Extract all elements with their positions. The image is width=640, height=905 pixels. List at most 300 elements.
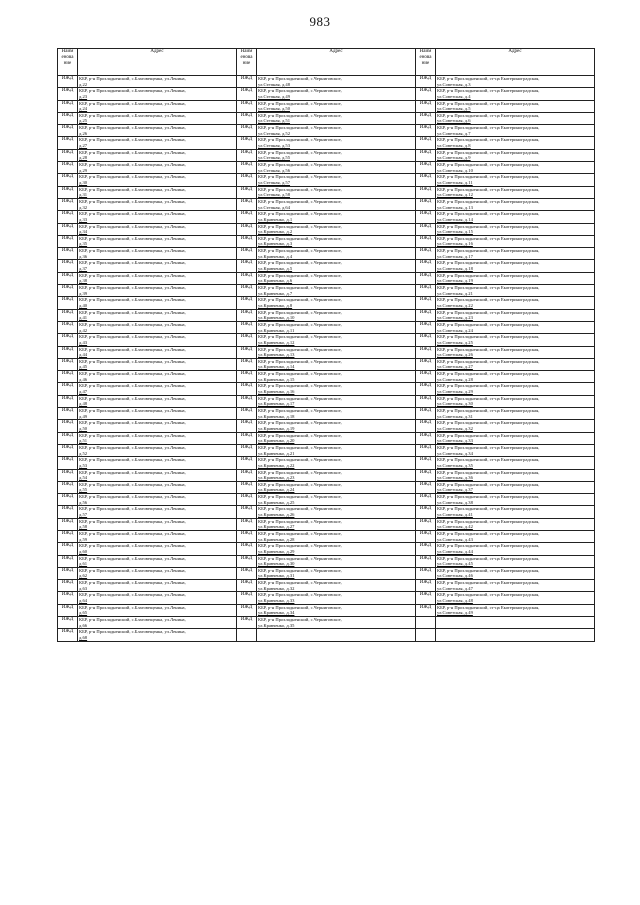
kind-cell-left: ИЖД bbox=[58, 567, 78, 579]
address-line2: д.38 bbox=[79, 278, 88, 284]
address-cell-right bbox=[436, 186, 595, 198]
kind-cell-middle: ИЖД bbox=[237, 137, 257, 149]
kind-cell-left: ИЖД bbox=[58, 481, 78, 493]
address-cell-middle bbox=[257, 543, 416, 555]
address-cell-middle bbox=[257, 506, 416, 518]
address-line1: КБР, р-н Прохладненский, с.Благовещенка, ул.Ленина, bbox=[79, 530, 186, 536]
address-line2: ул.Степная, д.51 bbox=[258, 118, 291, 124]
address-line1: КБР, р-н Прохладненский, с.Благовещенка, ул.Ленина, bbox=[79, 112, 186, 118]
address-line2: д.30 bbox=[79, 179, 88, 185]
kind-cell-middle: ИЖД bbox=[237, 346, 257, 358]
address-line1: КБР, р-н Прохладненский, ст-ца Екатериноградская, bbox=[437, 408, 540, 414]
address-line2: ул.Степная, д.55 bbox=[258, 155, 291, 161]
address-line2: ул.Советская, д.46 bbox=[437, 573, 473, 579]
address-line1: КБР, р-н Прохладненский, с.Благовещенка, ул.Ленина, bbox=[79, 285, 186, 291]
table-row bbox=[58, 198, 595, 210]
kind-cell-right bbox=[416, 629, 436, 641]
address-line1: КБР, р-н Прохладненский, с.Благовещенка, ул.Ленина, bbox=[79, 223, 186, 229]
address-line1: КБР, р-н Прохладненский, с.Благовещенка, ул.Ленина, bbox=[79, 297, 186, 303]
address-line2: ул.Кравченко, д.11 bbox=[258, 327, 295, 333]
address-line1: КБР, р-н Прохладненский, ст-ца Екатериноградская, bbox=[437, 334, 540, 340]
address-cell-middle bbox=[257, 88, 416, 100]
address-line2: д.31 bbox=[79, 192, 88, 198]
kind-cell-left: ИЖД bbox=[58, 358, 78, 370]
kind-cell-middle: ИЖД bbox=[237, 211, 257, 223]
address-line1: КБР, р-н Прохладненский, ст-ца Екатериноградская, bbox=[437, 137, 540, 143]
address-line1: КБР, р-н Прохладненский, ст-ца Екатериноградская, bbox=[437, 518, 540, 524]
address-line2: ул.Кравченко, д.34 bbox=[258, 610, 295, 616]
kind-cell-left: ИЖД bbox=[58, 580, 78, 592]
kind-cell-right: ИЖД bbox=[416, 457, 436, 469]
table-row bbox=[58, 383, 595, 395]
address-cell-left bbox=[78, 211, 237, 223]
address-line1: КБР, р-н Прохладненский, ст-ца Екатериноградская, bbox=[437, 285, 540, 291]
kind-cell-middle: ИЖД bbox=[237, 580, 257, 592]
address-line2: ул.Советская, д.18 bbox=[437, 266, 473, 272]
address-line2: ул.Советская, д.41 bbox=[437, 511, 473, 517]
address-cell-middle bbox=[257, 580, 416, 592]
header-kind-middle: Наим енова ние bbox=[237, 49, 257, 76]
address-line1: КБР, р-н Прохладненский, ст-ца Екатериноградская, bbox=[437, 444, 540, 450]
kind-cell-middle: ИЖД bbox=[237, 125, 257, 137]
address-cell-right bbox=[436, 629, 595, 641]
kind-cell-middle: ИЖД bbox=[237, 285, 257, 297]
address-line1: КБР, р-н Прохладненский, с.Благовещенка, ул.Ленина, bbox=[79, 162, 186, 168]
address-line2: ул.Кравченко, д.5 bbox=[258, 266, 293, 272]
kind-cell-left: ИЖД bbox=[58, 248, 78, 260]
table-row bbox=[58, 321, 595, 333]
address-line2: д.56 bbox=[79, 499, 88, 505]
kind-cell-middle: ИЖД bbox=[237, 457, 257, 469]
address-line2: д.61 bbox=[79, 561, 88, 567]
table-row bbox=[58, 604, 595, 616]
address-line1: КБР, р-н Прохладненский, с.Черниговское, bbox=[258, 567, 342, 573]
address-line2: ул.Советская, д.15 bbox=[437, 229, 473, 235]
address-cell-right bbox=[436, 248, 595, 260]
address-line2: д.35 bbox=[79, 241, 88, 247]
address-line2: ул.Советская, д.43 bbox=[437, 536, 473, 542]
kind-cell-middle: ИЖД bbox=[237, 100, 257, 112]
address-line1: КБР, р-н Прохладненский, с.Благовещенка, ул.Ленина, bbox=[79, 358, 186, 364]
address-cell-left bbox=[78, 346, 237, 358]
address-line1: КБР, р-н Прохладненский, с.Черниговское, bbox=[258, 555, 342, 561]
address-line1: КБР, р-н Прохладненский, ст-ца Екатериноградская, bbox=[437, 211, 540, 217]
address-line2: д.40 bbox=[79, 302, 88, 308]
kind-cell-middle: ИЖД bbox=[237, 88, 257, 100]
address-cell-right bbox=[436, 112, 595, 124]
address-line1: КБР, р-н Прохладненский, ст-ца Екатериноградская, bbox=[437, 420, 540, 426]
kind-cell-left: ИЖД bbox=[58, 334, 78, 346]
address-line2: ул.Кравченко, д.30 bbox=[258, 561, 295, 567]
address-cell-left bbox=[78, 420, 237, 432]
address-line1: КБР, р-н Прохладненский, с.Благовещенка, ул.Ленина, bbox=[79, 481, 186, 487]
address-line1: КБР, р-н Прохладненский, ст-ца Екатериноградская, bbox=[437, 186, 540, 192]
address-cell-left bbox=[78, 444, 237, 456]
address-line1: КБР, р-н Прохладненский, с.Благовещенка, ул.Ленина, bbox=[79, 371, 186, 377]
table-row bbox=[58, 186, 595, 198]
address-line2: ул.Кравченко, д.23 bbox=[258, 475, 295, 481]
address-line2: д.29 bbox=[79, 167, 88, 173]
address-line2: д.27 bbox=[79, 143, 88, 149]
kind-cell-right: ИЖД bbox=[416, 383, 436, 395]
table-row bbox=[58, 371, 595, 383]
address-cell-right bbox=[436, 432, 595, 444]
kind-cell-right: ИЖД bbox=[416, 530, 436, 542]
address-line1: КБР, р-н Прохладненский, с.Благовещенка, ул.Ленина, bbox=[79, 457, 186, 463]
address-cell-left bbox=[78, 543, 237, 555]
address-line1: КБР, р-н Прохладненский, с.Черниговское, bbox=[258, 518, 342, 524]
address-line2: ул.Советская, д.6 bbox=[437, 118, 471, 124]
address-line1: КБР, р-н Прохладненский, с.Черниговское, bbox=[258, 235, 342, 241]
address-line1: КБР, р-н Прохладненский, с.Благовещенка, ул.Ленина, bbox=[79, 137, 186, 143]
table-row bbox=[58, 223, 595, 235]
kind-cell-middle: ИЖД bbox=[237, 321, 257, 333]
kind-cell-middle: ИЖД bbox=[237, 481, 257, 493]
address-line2: ул.Кравченко, д.22 bbox=[258, 462, 295, 468]
kind-cell-middle: ИЖД bbox=[237, 162, 257, 174]
table-row bbox=[58, 617, 595, 629]
address-line2: ул.Советская, д.27 bbox=[437, 364, 473, 370]
address-cell-middle bbox=[257, 432, 416, 444]
address-cell-left bbox=[78, 629, 237, 641]
kind-cell-left: ИЖД bbox=[58, 371, 78, 383]
address-line1: КБР, р-н Прохладненский, с.Черниговское, bbox=[258, 481, 342, 487]
address-line2: ул.Советская, д.25 bbox=[437, 339, 473, 345]
address-cell-right bbox=[436, 617, 595, 629]
address-line2: ул.Советская, д.11 bbox=[437, 179, 473, 185]
address-line2: ул.Степная, д.52 bbox=[258, 130, 291, 136]
kind-cell-left: ИЖД bbox=[58, 395, 78, 407]
address-cell-middle bbox=[257, 260, 416, 272]
address-line1: КБР, р-н Прохладненский, с.Благовещенка, ул.Ленина, bbox=[79, 567, 186, 573]
address-line1: КБР, р-н Прохладненский, с.Черниговское, bbox=[258, 149, 342, 155]
address-line1: КБР, р-н Прохладненский, с.Черниговское, bbox=[258, 223, 342, 229]
kind-cell-middle: ИЖД bbox=[237, 383, 257, 395]
address-cell-left bbox=[78, 309, 237, 321]
kind-cell-left: ИЖД bbox=[58, 457, 78, 469]
table-row bbox=[58, 285, 595, 297]
address-line2: д.46 bbox=[79, 376, 88, 382]
address-line1: КБР, р-н Прохладненский, с.Черниговское, bbox=[258, 137, 342, 143]
address-line2: д.50 bbox=[79, 425, 88, 431]
address-line2: д.68 bbox=[79, 634, 88, 640]
kind-cell-left: ИЖД bbox=[58, 408, 78, 420]
address-cell-left bbox=[78, 408, 237, 420]
kind-cell-middle: ИЖД bbox=[237, 223, 257, 235]
address-line1: КБР, р-н Прохладненский, с.Благовещенка, ул.Ленина, bbox=[79, 346, 186, 352]
address-line2: ул.Советская, д.49 bbox=[437, 610, 473, 616]
address-line2: ул.Советская, д.10 bbox=[437, 167, 473, 173]
address-line2: д.33 bbox=[79, 216, 88, 222]
table-row bbox=[58, 260, 595, 272]
kind-cell-middle: ИЖД bbox=[237, 408, 257, 420]
address-line2: ул.Кравченко, д.28 bbox=[258, 536, 295, 542]
address-line2: ул.Кравченко, д.1 bbox=[258, 216, 293, 222]
kind-cell-right: ИЖД bbox=[416, 100, 436, 112]
address-line1: КБР, р-н Прохладненский, ст-ца Екатериноградская, bbox=[437, 174, 540, 180]
address-line2: ул.Советская, д.12 bbox=[437, 192, 473, 198]
address-line2: ул.Кравченко, д.24 bbox=[258, 487, 295, 493]
address-cell-middle bbox=[257, 309, 416, 321]
address-line1: КБР, р-н Прохладненский, ст-ца Екатериноградская, bbox=[437, 530, 540, 536]
address-line2: ул.Советская, д.5 bbox=[437, 106, 471, 112]
address-line1: КБР, р-н Прохладненский, ст-ца Екатериноградская, bbox=[437, 125, 540, 131]
kind-cell-right: ИЖД bbox=[416, 297, 436, 309]
address-line1: КБР, р-н Прохладненский, ст-ца Екатериноградская, bbox=[437, 592, 540, 598]
address-line1: КБР, р-н Прохладненский, с.Черниговское, bbox=[258, 297, 342, 303]
table-row bbox=[58, 580, 595, 592]
address-line1: КБР, р-н Прохладненский, с.Благовещенка, ул.Ленина, bbox=[79, 88, 186, 94]
address-line1: КБР, р-н Прохладненский, ст-ца Екатериноградская, bbox=[437, 371, 540, 377]
address-cell-left bbox=[78, 383, 237, 395]
address-cell-right bbox=[436, 334, 595, 346]
address-cell-right bbox=[436, 260, 595, 272]
address-line2: ул.Советская, д.3 bbox=[437, 81, 471, 87]
address-line2: д.64 bbox=[79, 598, 88, 604]
kind-cell-left: ИЖД bbox=[58, 383, 78, 395]
address-line1: КБР, р-н Прохладненский, ст-ца Екатериноградская, bbox=[437, 88, 540, 94]
address-line1: КБР, р-н Прохладненский, с.Черниговское, bbox=[258, 198, 342, 204]
kind-cell-left: ИЖД bbox=[58, 235, 78, 247]
kind-cell-right: ИЖД bbox=[416, 358, 436, 370]
address-line1: КБР, р-н Прохладненский, с.Черниговское, bbox=[258, 309, 342, 315]
kind-cell-left: ИЖД bbox=[58, 88, 78, 100]
kind-cell-right: ИЖД bbox=[416, 125, 436, 137]
kind-cell-middle: ИЖД bbox=[237, 198, 257, 210]
address-line1: КБР, р-н Прохладненский, с.Черниговское, bbox=[258, 592, 342, 598]
kind-cell-right: ИЖД bbox=[416, 285, 436, 297]
address-line1: КБР, р-н Прохладненский, с.Черниговское, bbox=[258, 211, 342, 217]
address-line1: КБР, р-н Прохладненский, с.Благовещенка, ул.Ленина, bbox=[79, 617, 186, 623]
address-cell-left bbox=[78, 112, 237, 124]
address-line2: д.32 bbox=[79, 204, 88, 210]
address-line1: КБР, р-н Прохладненский, ст-ца Екатериноградская, bbox=[437, 567, 540, 573]
kind-cell-left: ИЖД bbox=[58, 223, 78, 235]
kind-cell-right: ИЖД bbox=[416, 223, 436, 235]
kind-cell-middle: ИЖД bbox=[237, 555, 257, 567]
address-line2: ул.Кравченко, д.7 bbox=[258, 290, 293, 296]
kind-cell-left: ИЖД bbox=[58, 309, 78, 321]
address-cell-right bbox=[436, 174, 595, 186]
table-row bbox=[58, 272, 595, 284]
address-cell-middle bbox=[257, 174, 416, 186]
address-line2: ул.Советская, д.31 bbox=[437, 413, 473, 419]
address-line2: ул.Кравченко, д.6 bbox=[258, 278, 293, 284]
address-line1: КБР, р-н Прохладненский, ст-ца Екатериноградская, bbox=[437, 272, 540, 278]
kind-cell-right: ИЖД bbox=[416, 88, 436, 100]
address-line1: КБР, р-н Прохладненский, с.Черниговское, bbox=[258, 420, 342, 426]
address-cell-left bbox=[78, 186, 237, 198]
address-line1: КБР, р-н Прохладненский, ст-ца Екатериноградская, bbox=[437, 297, 540, 303]
address-cell-left bbox=[78, 174, 237, 186]
address-line2: д.44 bbox=[79, 352, 88, 358]
kind-cell-middle: ИЖД bbox=[237, 174, 257, 186]
address-cell-middle bbox=[257, 76, 416, 88]
address-cell-right bbox=[436, 235, 595, 247]
address-line2: ул.Советская, д.23 bbox=[437, 315, 473, 321]
address-cell-middle bbox=[257, 211, 416, 223]
address-line1: КБР, р-н Прохладненский, с.Благовещенка, ул.Ленина, bbox=[79, 321, 186, 327]
address-line2: д.59 bbox=[79, 536, 88, 542]
address-line1: КБР, р-н Прохладненский, ст-ца Екатериноградская, bbox=[437, 395, 540, 401]
address-cell-left bbox=[78, 567, 237, 579]
kind-cell-right: ИЖД bbox=[416, 162, 436, 174]
address-cell-left bbox=[78, 592, 237, 604]
kind-cell-right: ИЖД bbox=[416, 567, 436, 579]
address-line2: д.36 bbox=[79, 253, 88, 259]
address-line2: ул.Советская, д.7 bbox=[437, 130, 471, 136]
address-line2: ул.Кравченко, д.21 bbox=[258, 450, 295, 456]
kind-cell-right: ИЖД bbox=[416, 371, 436, 383]
kind-cell-right: ИЖД bbox=[416, 518, 436, 530]
address-line1: КБР, р-н Прохладненский, с.Черниговское, bbox=[258, 174, 342, 180]
address-cell-right bbox=[436, 580, 595, 592]
address-line2: д.45 bbox=[79, 364, 88, 370]
address-cell-left bbox=[78, 297, 237, 309]
address-line1: КБР, р-н Прохладненский, с.Благовещенка, ул.Ленина, bbox=[79, 198, 186, 204]
table-body bbox=[58, 76, 595, 642]
address-line1: КБР, р-н Прохладненский, с.Черниговское, bbox=[258, 494, 342, 500]
table-row bbox=[58, 235, 595, 247]
address-line1: КБР, р-н Прохладненский, с.Благовещенка, ул.Ленина, bbox=[79, 76, 186, 81]
address-cell-left bbox=[78, 334, 237, 346]
address-line2: ул.Кравченко, д.3 bbox=[258, 241, 293, 247]
address-line1: КБР, р-н Прохладненский, с.Черниговское, bbox=[258, 543, 342, 549]
header-kind-left: Наим енова ние bbox=[58, 49, 78, 76]
address-line2: д.37 bbox=[79, 266, 88, 272]
address-cell-right bbox=[436, 530, 595, 542]
kind-cell-left: ИЖД bbox=[58, 297, 78, 309]
address-line2: ул.Советская, д.8 bbox=[437, 143, 471, 149]
address-line2: ул.Советская, д.44 bbox=[437, 548, 473, 554]
address-line2: ул.Кравченко, д.31 bbox=[258, 573, 295, 579]
table-row bbox=[58, 469, 595, 481]
address-cell-right bbox=[436, 76, 595, 88]
kind-cell-left: ИЖД bbox=[58, 260, 78, 272]
kind-cell-left: ИЖД bbox=[58, 346, 78, 358]
address-line2: ул.Кравченко, д.25 bbox=[258, 499, 295, 505]
table-row bbox=[58, 149, 595, 161]
address-line1: КБР, р-н Прохладненский, с.Черниговское, bbox=[258, 383, 342, 389]
address-cell-right bbox=[436, 100, 595, 112]
address-cell-middle bbox=[257, 198, 416, 210]
address-cell-middle bbox=[257, 346, 416, 358]
kind-cell-right: ИЖД bbox=[416, 174, 436, 186]
address-cell-right bbox=[436, 592, 595, 604]
address-line2: ул.Советская, д.13 bbox=[437, 204, 473, 210]
kind-cell-left: ИЖД bbox=[58, 186, 78, 198]
table-row bbox=[58, 592, 595, 604]
kind-cell-right: ИЖД bbox=[416, 186, 436, 198]
kind-cell-right: ИЖД bbox=[416, 334, 436, 346]
address-line1: КБР, р-н Прохладненский, с.Черниговское, bbox=[258, 76, 342, 81]
address-line1: КБР, р-н Прохладненский, с.Благовещенка, ул.Ленина, bbox=[79, 629, 186, 635]
address-cell-left bbox=[78, 272, 237, 284]
kind-cell-middle: ИЖД bbox=[237, 444, 257, 456]
address-cell-left bbox=[78, 457, 237, 469]
address-cell-middle bbox=[257, 137, 416, 149]
kind-cell-right: ИЖД bbox=[416, 432, 436, 444]
address-cell-left bbox=[78, 494, 237, 506]
address-line2: ул.Кравченко, д.2 bbox=[258, 229, 293, 235]
address-line1: КБР, р-н Прохладненский, с.Благовещенка, ул.Ленина, bbox=[79, 432, 186, 438]
table-header-row bbox=[58, 49, 595, 76]
address-line1: КБР, р-н Прохладненский, с.Черниговское, bbox=[258, 272, 342, 278]
kind-cell-middle: ИЖД bbox=[237, 112, 257, 124]
address-cell-left bbox=[78, 285, 237, 297]
address-line1: КБР, р-н Прохладненский, ст-ца Екатериноградская, bbox=[437, 604, 540, 610]
address-cell-right bbox=[436, 444, 595, 456]
address-line2: д.52 bbox=[79, 450, 88, 456]
table-row bbox=[58, 420, 595, 432]
address-line2: ул.Степная, д.64 bbox=[258, 204, 291, 210]
address-cell-right bbox=[436, 506, 595, 518]
kind-cell-left: ИЖД bbox=[58, 174, 78, 186]
address-cell-left bbox=[78, 198, 237, 210]
kind-cell-middle: ИЖД bbox=[237, 371, 257, 383]
address-cell-right bbox=[436, 137, 595, 149]
table-row bbox=[58, 162, 595, 174]
address-cell-left bbox=[78, 555, 237, 567]
kind-cell-middle: ИЖД bbox=[237, 432, 257, 444]
address-line1: КБР, р-н Прохладненский, с.Черниговское, bbox=[258, 285, 342, 291]
address-cell-right bbox=[436, 395, 595, 407]
address-line2: ул.Советская, д.47 bbox=[437, 585, 473, 591]
kind-cell-middle: ИЖД bbox=[237, 272, 257, 284]
address-cell-middle bbox=[257, 112, 416, 124]
address-cell-middle bbox=[257, 604, 416, 616]
kind-cell-right: ИЖД bbox=[416, 149, 436, 161]
address-cell-right bbox=[436, 481, 595, 493]
address-line2: д.48 bbox=[79, 401, 88, 407]
address-line2: д.41 bbox=[79, 315, 88, 321]
address-line1: КБР, р-н Прохладненский, с.Благовещенка, ул.Ленина, bbox=[79, 592, 186, 598]
address-line1: КБР, р-н Прохладненский, с.Черниговское, bbox=[258, 469, 342, 475]
address-line2: д.22 bbox=[79, 81, 88, 87]
kind-cell-left: ИЖД bbox=[58, 592, 78, 604]
address-line1: КБР, р-н Прохладненский, с.Черниговское, bbox=[258, 321, 342, 327]
address-line2: д.63 bbox=[79, 585, 88, 591]
address-cell-left bbox=[78, 395, 237, 407]
table-row bbox=[58, 174, 595, 186]
kind-cell-left: ИЖД bbox=[58, 432, 78, 444]
address-line1: КБР, р-н Прохладненский, ст-ца Екатериноградская, bbox=[437, 112, 540, 118]
address-line2: ул.Кравченко, д.27 bbox=[258, 524, 295, 530]
address-line1: КБР, р-н Прохладненский, с.Благовещенка, ул.Ленина, bbox=[79, 469, 186, 475]
kind-cell-right: ИЖД bbox=[416, 420, 436, 432]
address-line2: ул.Советская, д.29 bbox=[437, 389, 473, 395]
address-cell-right bbox=[436, 567, 595, 579]
kind-cell-left: ИЖД bbox=[58, 285, 78, 297]
table-row bbox=[58, 334, 595, 346]
address-line2: ул.Советская, д.17 bbox=[437, 253, 473, 259]
address-line2: ул.Советская, д.9 bbox=[437, 155, 471, 161]
address-cell-left bbox=[78, 100, 237, 112]
address-line1: КБР, р-н Прохладненский, ст-ца Екатериноградская, bbox=[437, 494, 540, 500]
address-cell-right bbox=[436, 383, 595, 395]
kind-cell-middle: ИЖД bbox=[237, 469, 257, 481]
table-row bbox=[58, 88, 595, 100]
table-row bbox=[58, 211, 595, 223]
address-line2: ул.Кравченко, д.19 bbox=[258, 425, 295, 431]
kind-cell-right: ИЖД bbox=[416, 506, 436, 518]
kind-cell-right: ИЖД bbox=[416, 408, 436, 420]
address-line2: ул.Кравченко, д.15 bbox=[258, 376, 295, 382]
address-line1: КБР, р-н Прохладненский, ст-ца Екатериноградская, bbox=[437, 100, 540, 106]
kind-cell-middle: ИЖД bbox=[237, 297, 257, 309]
address-line2: ул.Степная, д.57 bbox=[258, 179, 291, 185]
address-cell-middle bbox=[257, 555, 416, 567]
